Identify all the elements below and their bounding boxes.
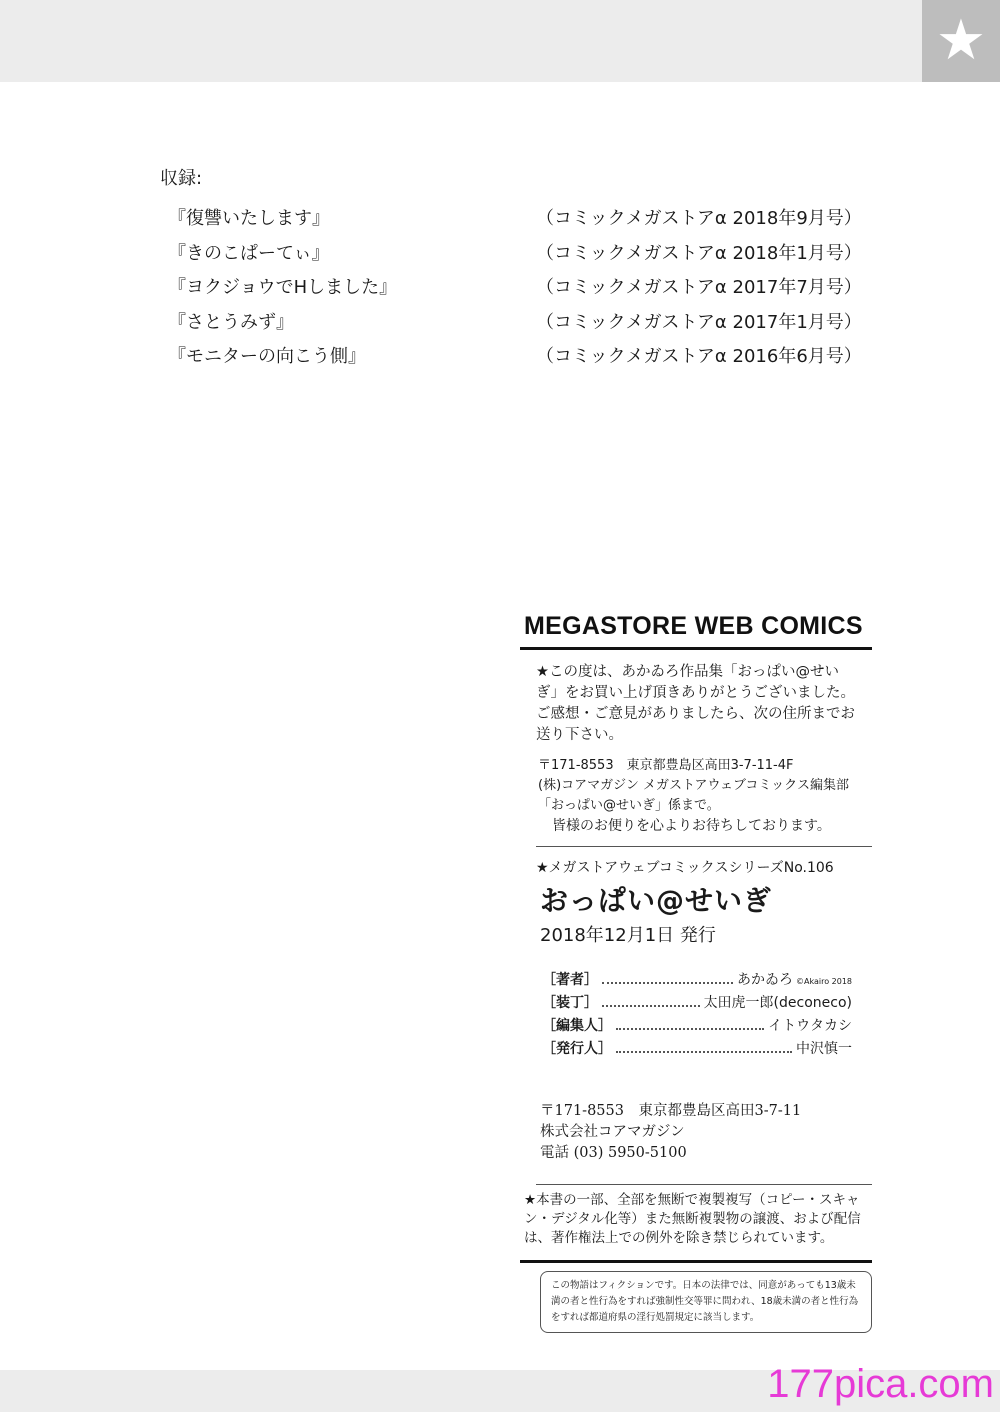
story-source: （コミックメガストアα 2016年6月号） [536,346,862,367]
site-watermark: 177pica.com [767,1362,994,1406]
contents-item [160,204,900,239]
story-source: （コミックメガストアα 2017年1月号） [536,311,862,333]
series-label: ★メガストアウェブコミックスシリーズNo.106 [536,860,834,876]
story-source: （コミックメガストアα 2018年1月号） [536,242,862,264]
legal-disclaimer: この物語はフィクションです。日本の法律では、同意があっても13歳未満の者と性行為をすれば強制性交等罪に問われ、18歳未満の者と性行為をすれば都道府県の淫行処罰規定に該当します。 [540,1271,872,1333]
contents-item [160,273,900,308]
story-title: 『きのこぱーてぃ』 [168,242,330,264]
credit-row [542,969,852,992]
credit-row [542,1038,852,1061]
credit-name: 太田虎一郎(deconeco) [703,995,852,1011]
credit-name: あかゐろ [737,972,793,988]
story-source: （コミックメガストアα 2017年7月号） [536,277,862,298]
credit-name: 中沢慎一 [796,1041,852,1057]
dot-leader [602,982,733,984]
contents-item [160,239,900,274]
contents-heading: 収録: [160,168,203,189]
story-source: （コミックメガストアα 2018年9月号） [536,208,862,229]
story-title: 『さとうみず』 [168,311,294,333]
publisher-phone: 電話 (03) 5950-5100 [540,1145,687,1161]
corner-star-badge [922,0,1000,82]
copyright-note: ©Akairo 2018 [796,977,852,986]
publisher-address: 〒171-8553 東京都豊島区高田3-7-11 [540,1103,802,1119]
contents-list [160,164,900,377]
credit-row [542,992,852,1015]
dot-leader [616,1028,764,1030]
divider [520,647,872,650]
mail-address [538,756,880,836]
thanks-message: ★この度は、あかゐろ作品集「おっぱい@せいぎ」をお買い上げ頂きありがとうございました。ご感想・ご意見がありましたら、次の住所までお送り下さい。 [536,664,855,743]
address-line: 〒171-8553 東京都豊島区高田3-7-11-4F [538,758,794,773]
address-line: (株)コアマガジン メガストアウェブコミックス編集部 [538,778,850,793]
credit-role: ［発行人］ [542,1041,612,1057]
divider [520,1260,872,1263]
credit-role: ［編集人］ [542,1018,612,1034]
contents-item [160,308,900,343]
star-icon: ★ [935,8,987,73]
publisher-info [540,1101,880,1164]
brand-logo: MEGASTORE WEB COMICS [524,612,863,640]
book-title: おっぱい@せいぎ [540,884,773,917]
publication-date: 2018年12月1日 発行 [540,925,716,946]
credit-name: イトウタカシ [768,1018,852,1034]
divider [536,1184,872,1185]
dot-leader [602,1005,700,1007]
copyright-notice: ★本書の一部、全部を無断で複製複写（コピー・スキャン・デジタル化等）また無断複製物の譲渡、および配信は、著作権法上での例外を除き禁じられています。 [524,1192,861,1246]
story-title: 『復讐いたします』 [168,208,330,229]
address-line: 「おっぱい@せいぎ」係まで。 [538,798,720,813]
divider [536,846,872,847]
colophon [520,612,880,1333]
credit-role: ［装丁］ [542,995,598,1011]
credits-list [542,969,852,1061]
credit-row [542,1015,852,1038]
dot-leader [616,1051,792,1053]
story-title: 『モニターの向こう側』 [168,346,366,367]
credit-role: ［著者］ [542,972,598,988]
publisher-name: 株式会社コアマガジン [540,1124,685,1140]
contents-item [160,342,900,377]
address-line: 皆様のお便りを心よりお待ちしております。 [552,818,831,834]
top-band [0,0,1000,82]
story-title: 『ヨクジョウでHしました』 [168,277,398,298]
